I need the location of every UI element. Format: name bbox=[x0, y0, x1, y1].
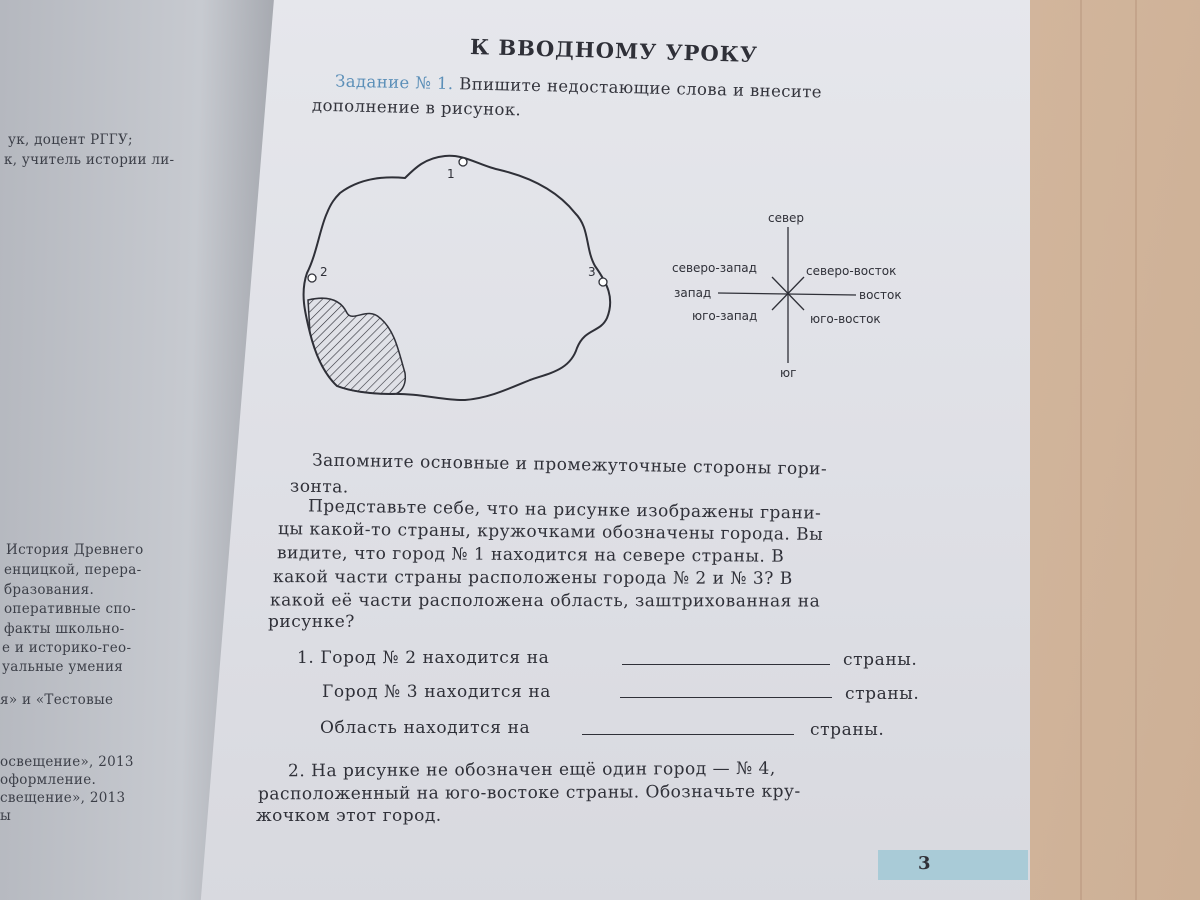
left-page-line: ы bbox=[0, 808, 12, 824]
left-page-line: енцицкой, перера- bbox=[4, 562, 142, 578]
answer-line-2-prefix: Город № 3 находится на bbox=[322, 682, 551, 702]
answer-line-1-suffix: страны. bbox=[843, 650, 918, 670]
answer-blank-3[interactable] bbox=[582, 734, 794, 735]
question2-line: расположенный на юго-востоке страны. Обозначьте кру- bbox=[257, 781, 801, 805]
left-page-line: бразования. bbox=[4, 582, 95, 598]
answer-line-3-suffix: страны. bbox=[810, 720, 885, 740]
question2-line: жочком этот город. bbox=[256, 806, 442, 826]
hatched-region bbox=[308, 298, 405, 394]
answer-line-2-suffix: страны. bbox=[845, 684, 920, 704]
body-line: зонта. bbox=[289, 476, 349, 498]
city-label-3: 3 bbox=[588, 265, 596, 279]
label-west: запад bbox=[674, 286, 712, 300]
task-text-line2: дополнение в рисунок. bbox=[311, 95, 522, 120]
answer-blank-1[interactable] bbox=[622, 664, 830, 665]
country-map bbox=[295, 148, 635, 408]
city-label-1: 1 bbox=[447, 167, 455, 181]
left-page-line: оформление. bbox=[0, 772, 97, 788]
task-label: Задание № 1. bbox=[334, 71, 454, 94]
left-page-line: е и историко-гео- bbox=[2, 640, 132, 656]
label-southwest: юго-запад bbox=[692, 309, 758, 323]
city-marker-3 bbox=[599, 278, 607, 286]
body-line: видите, что город № 1 находится на севере страны. В bbox=[276, 543, 785, 567]
answer-line-3-prefix: Область находится на bbox=[320, 718, 531, 738]
label-northwest: северо-запад bbox=[672, 261, 757, 275]
left-page-line: освещение», 2013 bbox=[0, 754, 134, 770]
left-page-line: уальные умения bbox=[2, 659, 124, 675]
task-text: Впишите недостающие слова и внесите bbox=[459, 74, 823, 102]
label-northeast: северо-восток bbox=[806, 264, 897, 278]
city-marker-2 bbox=[308, 274, 316, 282]
label-south: юг bbox=[780, 366, 797, 380]
compass-rose bbox=[660, 205, 930, 385]
left-page-line: История Древнего bbox=[6, 542, 144, 558]
body-line: Запомните основные и промежуточные стороны гори- bbox=[311, 450, 828, 480]
answer-line-1-prefix: 1. Город № 2 находится на bbox=[297, 648, 550, 668]
left-page-line: факты школьно- bbox=[4, 621, 125, 637]
body-line: какой её части расположена область, заштрихованная на bbox=[269, 590, 821, 612]
page-number-band bbox=[878, 850, 1028, 880]
section-title: К ВВОДНОМУ УРОКУ bbox=[469, 33, 759, 68]
label-southeast: юго-восток bbox=[810, 312, 881, 326]
body-line: рисунке? bbox=[268, 612, 355, 632]
body-line: какой части страны расположены города № 2 и № 3? В bbox=[272, 567, 793, 589]
body-line: цы какой-то страны, кружочками обозначены города. Вы bbox=[277, 519, 824, 545]
label-north: север bbox=[768, 211, 805, 225]
city-marker-1 bbox=[459, 158, 467, 166]
page-number: 3 bbox=[918, 853, 931, 874]
question2-line: 2. На рисунке не обозначен ещё один город — № 4, bbox=[287, 758, 776, 782]
city-label-2: 2 bbox=[320, 265, 328, 279]
left-page-line: ук, доцент РГГУ; bbox=[8, 132, 133, 148]
answer-blank-2[interactable] bbox=[620, 697, 832, 698]
body-line: Представьте себе, что на рисунке изображены грани- bbox=[307, 496, 822, 524]
left-page-line: свещение», 2013 bbox=[0, 790, 126, 806]
label-east: восток bbox=[859, 288, 902, 302]
left-page-line: я» и «Тестовые bbox=[0, 692, 114, 708]
left-page-line: к, учитель истории ли- bbox=[4, 152, 175, 168]
left-page-line: оперативные спо- bbox=[4, 601, 136, 617]
